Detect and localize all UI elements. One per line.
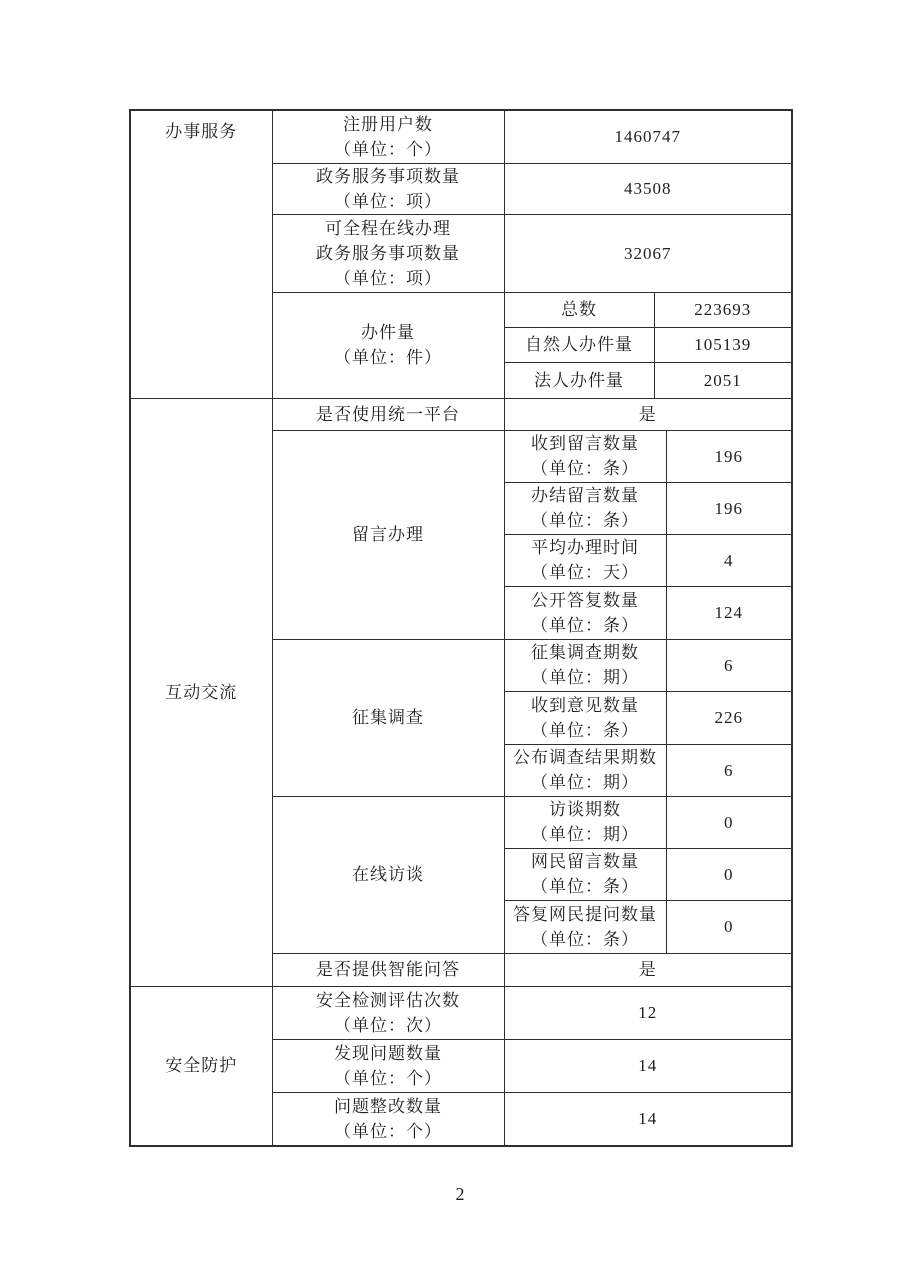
metric-label-cell: [272, 1092, 504, 1146]
submetric-value: 0: [724, 917, 734, 936]
metric-unit: （单位：项）: [334, 268, 442, 288]
page-number: 2: [455, 1184, 465, 1204]
group-label: 留言办理: [352, 525, 424, 544]
group-label: 办件量: [361, 323, 415, 342]
submetric-label-cell: [504, 482, 666, 534]
submetric-value-cell: [666, 691, 792, 744]
metric-unit: （单位：个）: [334, 1121, 442, 1141]
submetric-unit: （单位：期）: [531, 773, 639, 792]
table-row: [130, 398, 792, 430]
metric-value: 是: [638, 960, 657, 979]
submetric-label-cell: [504, 362, 654, 398]
annual-report-table: [129, 109, 793, 1147]
submetric-label-cell: [504, 327, 654, 362]
submetric-value-cell: [666, 586, 792, 639]
metric-value: 是: [638, 404, 657, 424]
submetric-value-cell: [666, 900, 792, 953]
submetric-value: 2051: [703, 370, 742, 390]
metric-label: 安全检测评估次数: [316, 990, 460, 1010]
submetric-label: 平均办理时间: [531, 538, 639, 557]
metric-label-cell: [272, 398, 504, 430]
submetric-value-cell: [654, 292, 792, 327]
metric-value-cell: [504, 953, 792, 986]
group-label-cell-liuyanbanli: [272, 430, 504, 639]
submetric-label: 答复网民提问数量: [513, 904, 657, 924]
submetric-value: 105139: [694, 335, 752, 354]
metric-unit: （单位：个）: [334, 1068, 442, 1088]
section-label: 办事服务: [165, 122, 238, 141]
submetric-label-cell: [504, 292, 654, 327]
metric-label-cell: [272, 110, 504, 163]
submetric-unit: （单位：条）: [531, 511, 639, 530]
group-label: 在线访谈: [352, 865, 424, 884]
submetric-value: 226: [714, 708, 744, 727]
submetric-value-cell: [666, 482, 792, 534]
submetric-label: 办结留言数量: [531, 486, 639, 505]
submetric-label: 法人办件量: [534, 370, 624, 390]
metric-label: 发现问题数量: [334, 1043, 442, 1063]
metric-label: 是否使用统一平台: [316, 404, 460, 424]
submetric-value: 196: [714, 498, 744, 518]
submetric-label-cell: [504, 586, 666, 639]
section-label: 安全防护: [165, 1056, 238, 1076]
submetric-label: 征集调查期数: [531, 643, 639, 662]
submetric-value-cell: [666, 796, 792, 848]
submetric-label-cell: [504, 744, 666, 796]
section-label: 互动交流: [165, 682, 238, 702]
submetric-unit: （单位：条）: [531, 615, 639, 635]
submetric-label-cell: [504, 691, 666, 744]
metric-value: 43508: [624, 179, 672, 198]
metric-label-cell: [272, 163, 504, 214]
section-label-service: [130, 110, 272, 398]
submetric-unit: （单位：期）: [531, 825, 639, 844]
submetric-label-cell: [504, 639, 666, 691]
submetric-value: 0: [724, 864, 734, 884]
metric-value-cell: [504, 398, 792, 430]
section-label-interaction: [130, 398, 272, 986]
metric-unit: （单位：个）: [334, 139, 442, 159]
submetric-label: 网民留言数量: [531, 852, 639, 871]
metric-label: 可全程在线办理: [325, 218, 451, 238]
submetric-label: 收到意见数量: [531, 695, 639, 715]
submetric-label-cell: [504, 430, 666, 482]
metric-label: 问题整改数量: [334, 1096, 442, 1116]
metric-label: 注册用户数: [343, 114, 433, 134]
metric-value-cell: [504, 163, 792, 214]
submetric-value-cell: [666, 430, 792, 482]
submetric-value-cell: [654, 327, 792, 362]
metric-label-cell: [272, 953, 504, 986]
metric-label: 是否提供智能问答: [316, 960, 460, 979]
metric-value-cell: [504, 1092, 792, 1146]
submetric-value: 223693: [694, 300, 752, 319]
metric-value-cell: [504, 214, 792, 292]
submetric-label: 总数: [561, 300, 597, 319]
group-label: 征集调查: [352, 708, 424, 727]
submetric-label: 公布调查结果期数: [513, 748, 657, 767]
metric-value: 12: [638, 1003, 658, 1022]
submetric-value: 6: [724, 655, 734, 675]
submetric-unit: （单位：条）: [531, 459, 639, 478]
metric-value: 14: [638, 1056, 658, 1075]
submetric-unit: （单位：期）: [531, 668, 639, 687]
metric-label-cell: [272, 1039, 504, 1092]
metric-unit: （单位：项）: [334, 191, 442, 211]
submetric-value-cell: [666, 639, 792, 691]
metric-label: 政务服务事项数量: [316, 166, 460, 186]
submetric-unit: （单位：条）: [531, 720, 639, 740]
submetric-label-cell: [504, 900, 666, 953]
submetric-value: 4: [724, 550, 734, 570]
table-row: [130, 986, 792, 1039]
metric-value: 32067: [624, 243, 672, 263]
metric-label-cell: [272, 986, 504, 1039]
metric-label-cell: [272, 214, 504, 292]
submetric-label: 访谈期数: [549, 800, 621, 819]
submetric-value: 124: [714, 603, 744, 622]
group-label-cell-zhengjidiaocha: [272, 639, 504, 796]
group-label-cell-zaixianfangtan: [272, 796, 504, 953]
metric-value-cell: [504, 986, 792, 1039]
metric-value-cell: [504, 110, 792, 163]
submetric-unit: （单位：天）: [531, 563, 639, 582]
submetric-unit: （单位：条）: [531, 929, 639, 949]
submetric-label-cell: [504, 796, 666, 848]
submetric-value-cell: [666, 848, 792, 900]
metric-value: 14: [638, 1109, 658, 1129]
metric-value: 1460747: [614, 127, 682, 147]
metric-unit: （单位：次）: [334, 1015, 442, 1035]
submetric-label-cell: [504, 848, 666, 900]
metric-label-line2: 政务服务事项数量: [316, 243, 460, 263]
submetric-label: 公开答复数量: [531, 590, 639, 610]
group-unit: （单位：件）: [334, 348, 442, 367]
submetric-value-cell: [654, 362, 792, 398]
submetric-value-cell: [666, 744, 792, 796]
submetric-value-cell: [666, 534, 792, 586]
submetric-label: 收到留言数量: [531, 434, 639, 453]
submetric-value: 196: [714, 446, 744, 466]
metric-value-cell: [504, 1039, 792, 1092]
submetric-label: 自然人办件量: [525, 335, 633, 354]
group-label-cell-banjianliang: [272, 292, 504, 398]
section-label-security: [130, 986, 272, 1146]
submetric-label-cell: [504, 534, 666, 586]
submetric-value: 0: [724, 812, 734, 832]
table-row: [130, 110, 792, 163]
submetric-unit: （单位：条）: [531, 877, 639, 896]
submetric-value: 6: [724, 760, 734, 780]
